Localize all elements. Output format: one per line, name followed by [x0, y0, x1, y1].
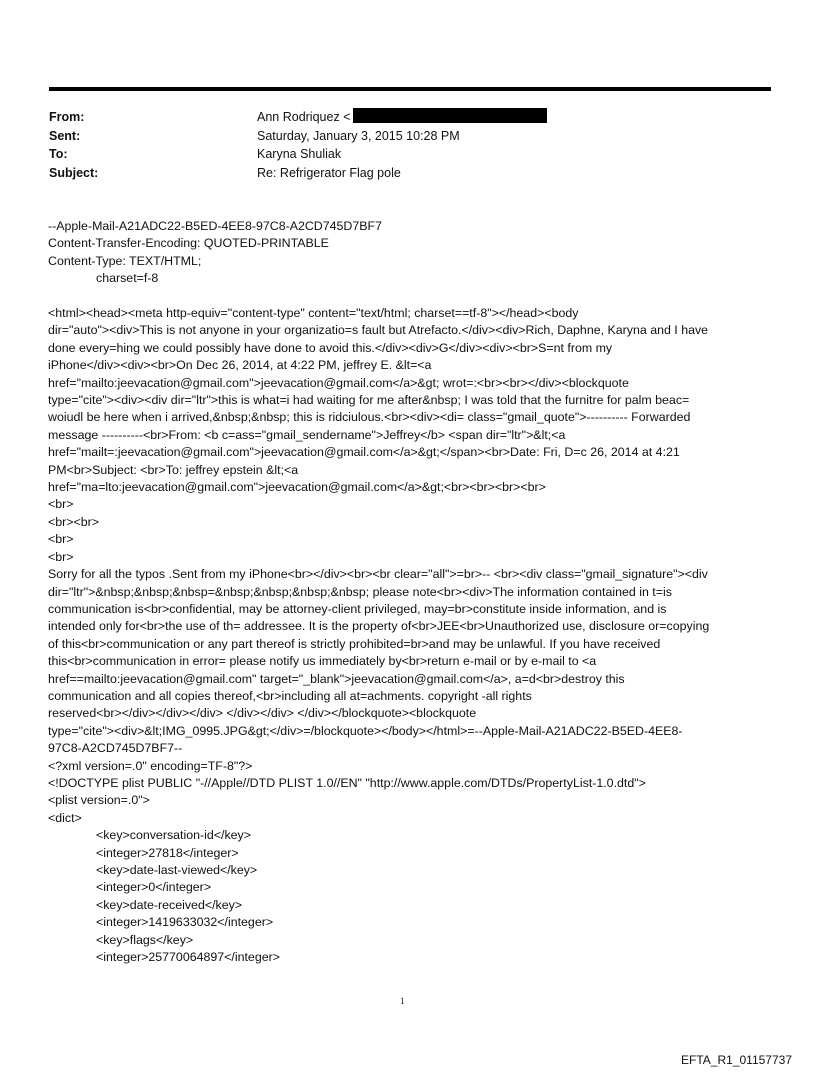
body-line: dir="auto"><div>This is not anyone in your organizatio=s fault but Atrefacto.</div><div>Rich, Daphne, Karyna and I have [48, 323, 709, 338]
body-line: communication and all copies thereof,<br>including all at=achments. copyright -all rights [48, 688, 532, 703]
body-line: Content-Type: TEXT/HTML; [48, 253, 202, 268]
body-line: <dict> [48, 810, 82, 825]
body-line: this<br>communication in error= please notify us immediately by<br>return e-mail or by e-mail to <a [48, 654, 597, 669]
from-value: Ann Rodriquez < [257, 110, 351, 124]
body-line: iPhone</div><div><br>On Dec 26, 2014, at 4:22 PM, jeffrey E. &lt=<a [48, 358, 432, 373]
body-line: <key>conversation-id</key> [96, 828, 251, 843]
email-header [49, 108, 547, 182]
body-line: href="mailto:jeevacation@gmail.com">jeevacation@gmail.com</a>&gt; wrot=:<br><br></div><blockquote [48, 375, 629, 390]
page-number: 1 [400, 996, 405, 1006]
body-line: <html><head><meta http-equiv="content-type" content="text/html; charset==tf-8"></head><body [48, 306, 579, 321]
body-line: <br><br> [48, 514, 99, 529]
body-line: <br> [48, 497, 74, 512]
body-line: message ----------<br>From: <b c=ass="gmail_sendername">Jeffrey</b> <span dir="ltr">&lt;<a [48, 427, 566, 442]
body-line: <key>date-received</key> [96, 897, 243, 912]
body-line: <plist version=.0"> [48, 793, 150, 808]
body-line: href="mailt=:jeevacation@gmail.com">jeevacation@gmail.com</a>&gt;</span><br>Date: Fri, D=c 26, 2014 at 4:21 [48, 445, 680, 460]
body-line: <integer>25770064897</integer> [96, 950, 280, 965]
body-line: Content-Transfer-Encoding: QUOTED-PRINTABLE [48, 236, 329, 251]
sent-row [49, 127, 547, 146]
body-line: <br> [48, 532, 74, 547]
body-line: done every=hing we could possibly have done to avoid this.</div><div>G</div><div><br>S=nt from my [48, 340, 613, 355]
subject-row [49, 164, 547, 183]
body-line: <integer>27818</integer> [96, 845, 239, 860]
body-line: intended only for<br>the use of th= addressee. It is the property of<br>JEE<br>Unauthorized use, disclosure or=copying [48, 619, 710, 634]
body-line: of this<br>communication or any part thereof is strictly prohibited=br>and may be unlawful. If you have received [48, 636, 661, 651]
body-line: <key>flags</key> [96, 932, 194, 947]
body-line: charset=f-8 [96, 271, 159, 286]
sent-label: Sent: [49, 128, 81, 143]
body-line: <integer>0</integer> [96, 880, 212, 895]
subject-value: Re: Refrigerator Flag pole [257, 165, 401, 180]
body-line [48, 288, 773, 305]
body-line: <key>date-last-viewed</key> [96, 863, 258, 878]
body-line: dir="ltr">&nbsp;&nbsp;&nbsp=&nbsp;&nbsp;&nbsp;&nbsp; please note<br><div>The information contained in t=is [48, 584, 672, 599]
header-rule [49, 87, 771, 91]
body-line: Sorry for all the typos .Sent from my iPhone<br></div><br><br clear="all">=br>-- <br><div class="gmail_signature"><div [48, 567, 708, 582]
to-row [49, 145, 547, 164]
body-line: <integer>1419633032</integer> [96, 915, 274, 930]
sent-value: Saturday, January 3, 2015 10:28 PM [257, 128, 460, 143]
body-line: href="ma=lto:jeevacation@gmail.com">jeevacation@gmail.com</a>&gt;<br><br><br><br> [48, 480, 546, 495]
body-line: woiudl be here when i arrived,&nbsp;&nbsp; this is ridciulous.<br><div><di= class="gmail_quote">---------- Forwarded [48, 410, 691, 425]
body-line: <br> [48, 549, 74, 564]
subject-label: Subject: [49, 165, 99, 180]
bates-stamp: EFTA_R1_01157737 [681, 1053, 792, 1067]
body-line: type="cite"><div><div dir="ltr">this is what=i had waiting for me after&nbsp; I was told that the furnitre for palm beac= [48, 393, 690, 408]
body-line: communication is<br>confidential, may be attorney-client privileged, may=br>constitute inside information, and is [48, 601, 667, 616]
body-line: --Apple-Mail-A21ADC22-B5ED-4EE8-97C8-A2CD745D7BF7 [48, 219, 382, 233]
to-value: Karyna Shuliak [257, 147, 342, 161]
body-line: reserved<br></div></div></div> </div></div> </div></blockquote><blockquote [48, 706, 477, 721]
email-body [48, 218, 773, 966]
from-label: From: [49, 110, 85, 124]
body-line: <?xml version=.0" encoding=TF-8"?> [48, 758, 253, 773]
body-line: PM<br>Subject: <br>To: jeffrey epstein &lt;<a [48, 462, 299, 477]
redaction-box [353, 108, 547, 123]
body-line: href==mailto:jeevacation@gmail.com" target="_blank">jeevacation@gmail.com</a>, a=d<br>destroy this [48, 671, 625, 686]
to-label: To: [49, 147, 68, 161]
body-line: type="cite"><div>&lt;IMG_0995.JPG&gt;</div>=/blockquote></body></html>=--Apple-Mail-A21ADC22-B5ED-4EE8- [48, 723, 683, 738]
body-line: <!DOCTYPE plist PUBLIC "-//Apple//DTD PLIST 1.0//EN" "http://www.apple.com/DTDs/PropertyList-1.0.dtd"> [48, 775, 646, 790]
body-line: 97C8-A2CD745D7BF7-- [48, 741, 183, 756]
from-row [49, 108, 547, 127]
